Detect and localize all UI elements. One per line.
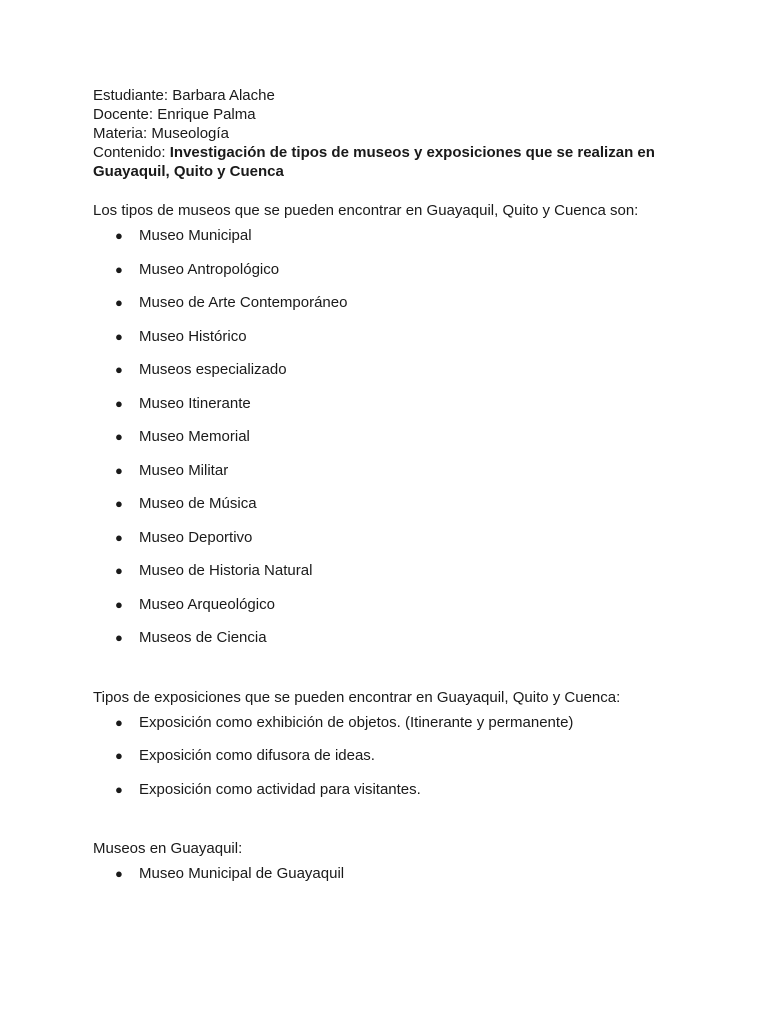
guayaquil-museums-list (93, 864, 693, 898)
bullet-icon: ● (115, 228, 123, 243)
bullet-icon: ● (115, 328, 123, 344)
list-item-label: Museo Itinerante (139, 394, 251, 412)
student-line (93, 86, 693, 105)
list-item (93, 293, 693, 327)
list-item-label: Museo de Historia Natural (139, 562, 313, 579)
bullet-icon: ● (115, 781, 123, 797)
bullet-icon: ● (115, 748, 123, 763)
list-item (93, 226, 693, 260)
list-item-label: Museo Municipal (139, 227, 252, 244)
list-item-label: Museo Antropológico (139, 260, 280, 278)
guayaquil-museums-intro: Museos en Guayaquil: (93, 840, 243, 857)
student-name: Barbara Alache (172, 87, 275, 104)
content-line-2 (93, 162, 693, 181)
list-item-label: Museo Municipal de Guayaquil (139, 865, 345, 882)
list-item-label: Museos especializado (139, 361, 287, 378)
bullet-icon: ● (115, 496, 123, 511)
bullet-icon: ● (115, 462, 123, 478)
list-item (93, 864, 693, 898)
exhibition-types-list (93, 713, 693, 814)
bullet-icon: ● (115, 362, 123, 377)
document-page (93, 86, 693, 898)
list-item-label: Exposición como difusora de ideas. (139, 747, 375, 764)
subject-line (93, 124, 693, 143)
list-item (93, 494, 693, 528)
bullet-icon: ● (115, 714, 123, 730)
list-item (93, 595, 693, 629)
student-label: Estudiante: (93, 87, 169, 104)
subject-label: Materia: (93, 125, 148, 142)
list-item (93, 780, 693, 814)
list-item-label: Museo de Música (139, 495, 257, 512)
bullet-icon: ● (115, 563, 123, 578)
list-item-label: Exposición como actividad para visitantes. (139, 780, 421, 798)
content-label: Contenido: (93, 144, 166, 161)
bullet-icon: ● (115, 295, 123, 310)
list-item (93, 427, 693, 461)
list-item-label: Museos de Ciencia (139, 629, 267, 646)
content-line (93, 143, 693, 162)
list-item-label: Museo Memorial (139, 428, 250, 445)
bullet-icon: ● (115, 395, 123, 411)
list-item-label: Museo Histórico (139, 327, 247, 345)
content-title-line1: Investigación de tipos de museos y exposiciones que se realizan en (169, 144, 655, 161)
list-item-label: Museo Deportivo (139, 528, 253, 546)
list-item-label: Museo de Arte Contemporáneo (139, 294, 348, 311)
bullet-icon: ● (115, 529, 123, 545)
list-item (93, 327, 693, 361)
list-item-label: Exposición como exhibición de objetos. (Itinerante y permanente) (139, 713, 574, 731)
list-item-label: Museo Militar (139, 461, 229, 479)
list-item (93, 746, 693, 780)
bullet-icon: ● (115, 261, 123, 277)
museum-types-list (93, 226, 693, 662)
list-item-label: Museo Arqueológico (139, 595, 275, 613)
teacher-line (93, 105, 693, 124)
list-item (93, 628, 693, 662)
list-item (93, 360, 693, 394)
list-item (93, 528, 693, 562)
list-item (93, 461, 693, 495)
subject-name: Museología (151, 125, 229, 142)
teacher-name: Enrique Palma (157, 106, 256, 123)
bullet-icon: ● (115, 630, 123, 645)
teacher-label: Docente: (93, 106, 154, 123)
content-title-line2: Guayaquil, Quito y Cuenca (93, 163, 284, 180)
list-item (93, 260, 693, 294)
exhibition-types-intro: Tipos de exposiciones que se pueden encontrar en Guayaquil, Quito y Cuenca: (93, 688, 621, 706)
list-item (93, 561, 693, 595)
bullet-icon: ● (115, 429, 123, 444)
list-item (93, 394, 693, 428)
bullet-icon: ● (115, 866, 123, 881)
list-item (93, 713, 693, 747)
museum-types-intro: Los tipos de museos que se pueden encontrar en Guayaquil, Quito y Cuenca son: (93, 202, 639, 219)
bullet-icon: ● (115, 596, 123, 612)
